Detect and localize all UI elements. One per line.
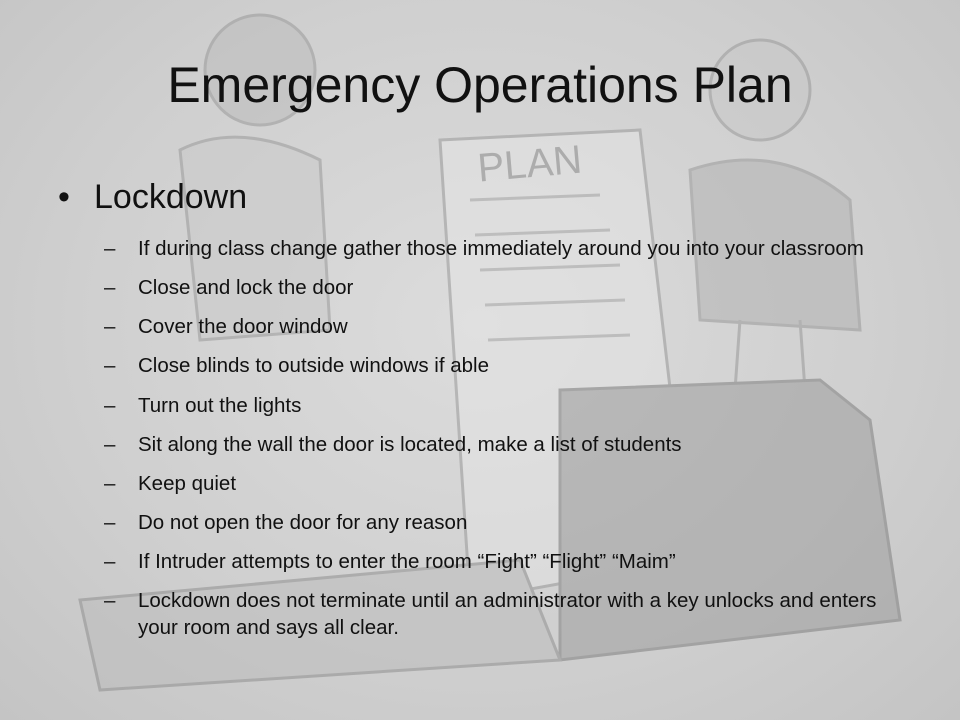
bullet-marker: •: [58, 178, 70, 216]
plan-sheet-label: PLAN: [475, 137, 584, 191]
list-item: – Sit along the wall the door is located, make a list of students: [104, 432, 682, 456]
list-item: – Cover the door window: [104, 315, 348, 339]
list-item: – Turn out the lights: [104, 393, 302, 417]
list-item: – Keep quiet: [104, 471, 237, 495]
section-bullet: [58, 178, 247, 217]
list-item: – If Intruder attempts to enter the room “Fight” “Flight” “Maim”: [104, 550, 676, 574]
page-title: Emergency Operations Plan: [167, 57, 793, 113]
list-item: – If during class change gather those immediately around you into your classroom: [104, 237, 864, 260]
list-item: – Close blinds to outside windows if able: [104, 354, 489, 378]
lockdown-steps-list: [104, 236, 904, 654]
list-item: – Lockdown does not terminate until an administrator with a key unlocks and enters your room and says all clear.: [104, 589, 877, 639]
list-item: – Do not open the door for any reason: [104, 510, 468, 534]
section-heading: Lockdown: [94, 178, 248, 216]
list-item: – Close and lock the door: [104, 276, 354, 300]
